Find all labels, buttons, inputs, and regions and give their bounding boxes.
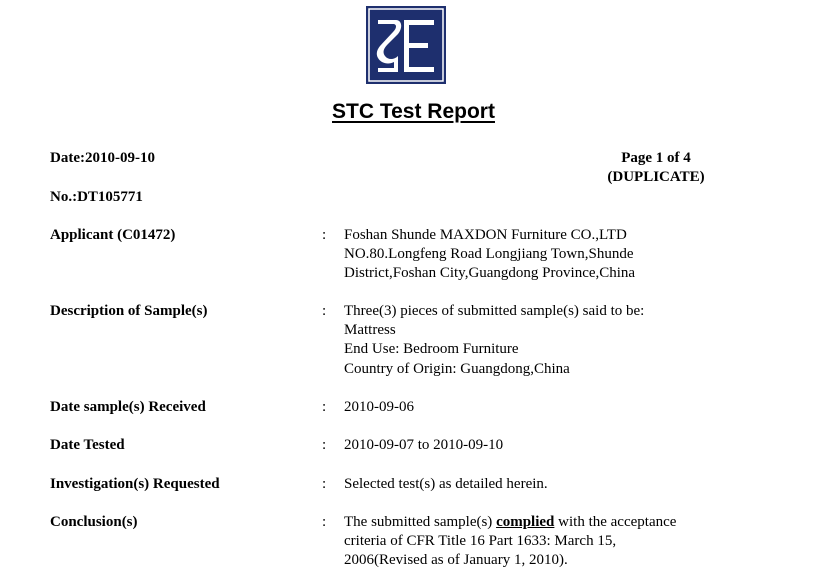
received-label: Date sample(s) Received: [50, 399, 206, 415]
complied-emphasis: complied: [496, 514, 555, 530]
applicant-colon: :: [322, 227, 327, 243]
applicant-line: NO.80.Longfeng Road Longjiang Town,Shunde: [344, 246, 634, 263]
description-colon: :: [322, 303, 327, 319]
report-date: Date:2010-09-10: [50, 150, 155, 166]
conclusion-line: [344, 513, 676, 532]
received-value: 2010-09-06: [344, 399, 414, 415]
tested-colon: :: [322, 437, 327, 453]
conclusion-line: 2006(Revised as of January 1, 2010).: [344, 552, 568, 569]
investigation-colon: :: [322, 476, 327, 492]
description-line: Three(3) pieces of submitted sample(s) said to be:: [344, 303, 645, 319]
page-indicator: Page 1 of 4: [621, 150, 691, 166]
description-label: Description of Sample(s): [50, 303, 208, 319]
report-number: No.:DT105771: [50, 189, 143, 205]
conclusion-text: The submitted sample(s): [344, 514, 497, 530]
description-line: Mattress: [344, 322, 396, 339]
tested-label: Date Tested: [50, 437, 125, 453]
stc-logo-icon: [366, 6, 446, 84]
conclusion-colon: :: [322, 514, 327, 530]
applicant-line: District,Foshan City,Guangdong Province,China: [344, 265, 636, 282]
investigation-label: Investigation(s) Requested: [50, 476, 220, 492]
stc-logo: [366, 6, 446, 84]
investigation-value: Selected test(s) as detailed herein.: [344, 476, 548, 492]
description-line: End Use: Bedroom Furniture: [344, 341, 519, 358]
applicant-line: Foshan Shunde MAXDON Furniture CO.,LTD: [344, 227, 627, 243]
tested-value: 2010-09-07 to 2010-09-10: [344, 437, 504, 453]
description-line: Country of Origin: Guangdong,China: [344, 360, 570, 377]
conclusion-line: criteria of CFR Title 16 Part 1633: March 15,: [344, 533, 617, 550]
conclusion-label: Conclusion(s): [50, 514, 138, 530]
conclusion-text: with the acceptance: [554, 514, 677, 530]
report-title: STC Test Report: [332, 100, 495, 123]
conclusion-value: [344, 513, 676, 571]
description-value: [344, 302, 644, 379]
received-colon: :: [322, 399, 327, 415]
applicant-value: [344, 226, 635, 284]
applicant-label: Applicant (C01472): [50, 227, 176, 243]
duplicate-marker: (DUPLICATE): [607, 169, 705, 185]
